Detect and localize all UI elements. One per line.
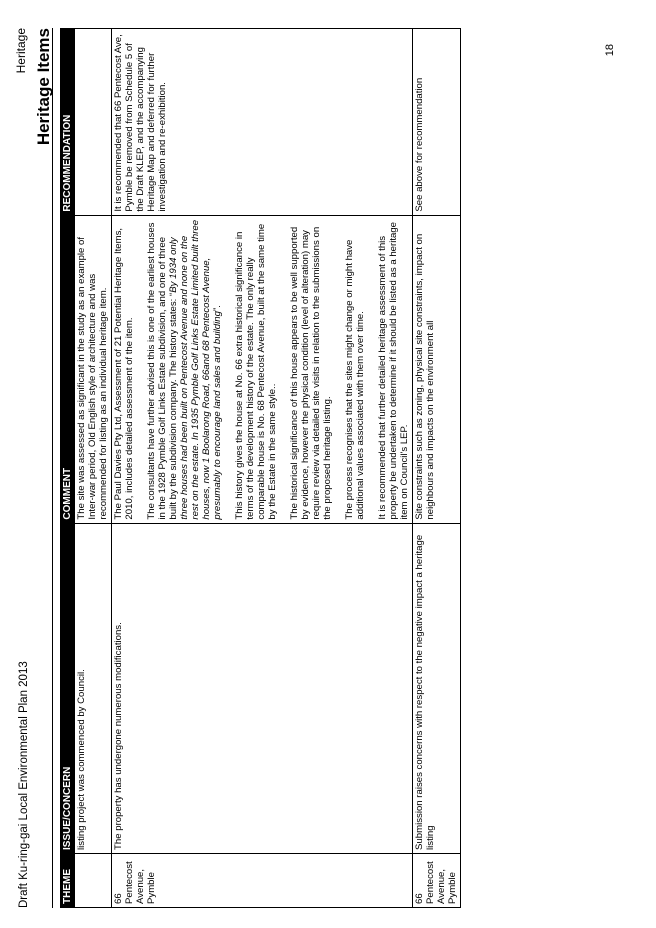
issue-cell: The property has undergone numerous modifications. (112, 523, 413, 853)
history-quote: By 1934 only three houses had been built on Pentecost Avenue and none on the rest on the estate. In 1935 Pymble Golf Links Estate Limited built three houses, now 1 Boolarong Road, 66and 68 Pentecost Avenue, presumably to encourage land sales and building (168, 219, 223, 520)
recommendation-cell (75, 29, 112, 216)
header-divider (52, 28, 53, 908)
recommendation-cell: See above for recommendation (413, 29, 461, 216)
table-row (75, 29, 112, 908)
issue-cell: listing project was commenced by Council. (75, 523, 112, 853)
document-title: Draft Ku-ring-gai Local Environmental Plan 2013 (18, 661, 30, 908)
header-recommendation: RECOMMENDATION (61, 29, 75, 216)
comment-paragraph-quote (146, 219, 223, 520)
table-header-row (61, 29, 75, 908)
comment-paragraph: The Paul Davies Pty Ltd, Assessment of 21 Potential Heritage Items, 2010, includes detailed assessment of the item. (113, 227, 135, 520)
comment-cell (112, 215, 413, 523)
comment-paragraph: The site was assessed as significant in the study as an example of Inter-war period, Old English style of architecture and was recommended for listing as an individual heritage item. (76, 236, 109, 520)
page-heading: Heritage Items (34, 28, 53, 146)
theme-cell (75, 853, 112, 907)
quote-intro: The consultants have further advised this is one of the earliest houses in the 1928 Pymble Golf Links Estate subdivision, and one of three built by the subdivision company. The history states: “ (146, 222, 179, 520)
comment-cell (413, 215, 461, 523)
page-number: 18 (604, 44, 616, 57)
header-comment: COMMENT (61, 215, 75, 523)
quote-end: ”. (212, 305, 223, 312)
table-row (112, 29, 413, 908)
comment-paragraph: It is recommended that further detailed heritage assessment of this property be undertaken to determine if it should be listed as a heritage item on Council's LEP. (377, 222, 410, 520)
comment-paragraph: The process recognises that the sites might change or might have additional values associated with them over time. (344, 239, 366, 520)
header-issue: ISSUE/CONCERN (61, 523, 75, 853)
comment-paragraph: The historical significance of this house appears to be well supported by evidence, however the physical condition (level of alteration) may require review via detailed site visits in relation to the submissions on the proposed heritage listing. (289, 226, 333, 520)
table-row (413, 29, 461, 908)
comment-paragraph: This history gives the house at No. 66 extra historical significance in terms of the development history of the estate. The only really comparable house is No. 68 Pentecost Avenue, built at the same time by the Estate in the same style.. (234, 223, 278, 520)
recommendation-cell: It is recommended that 66 Pentecost Ave, Pymble be removed from Schedule 5 of the Draft KLEP, and the accompanying Heritage Map and deferred for further investigation and re-exhibition. (112, 29, 413, 216)
issue-cell: Submission raises concerns with respect to the negative impact a heritage listing (413, 523, 461, 853)
theme-cell: 66 Pentecost Avenue, Pymble (413, 853, 461, 907)
comment-cell (75, 215, 112, 523)
header-theme: THEME (61, 853, 75, 907)
section-tag: Heritage (14, 28, 28, 74)
comment-paragraph: Site constraints such as zoning, physical site constraints, impact on neighbours and impacts on the environment all (414, 233, 436, 520)
theme-cell: 66 Pentecost Avenue, Pymble (112, 853, 413, 907)
heritage-items-table (60, 28, 461, 908)
